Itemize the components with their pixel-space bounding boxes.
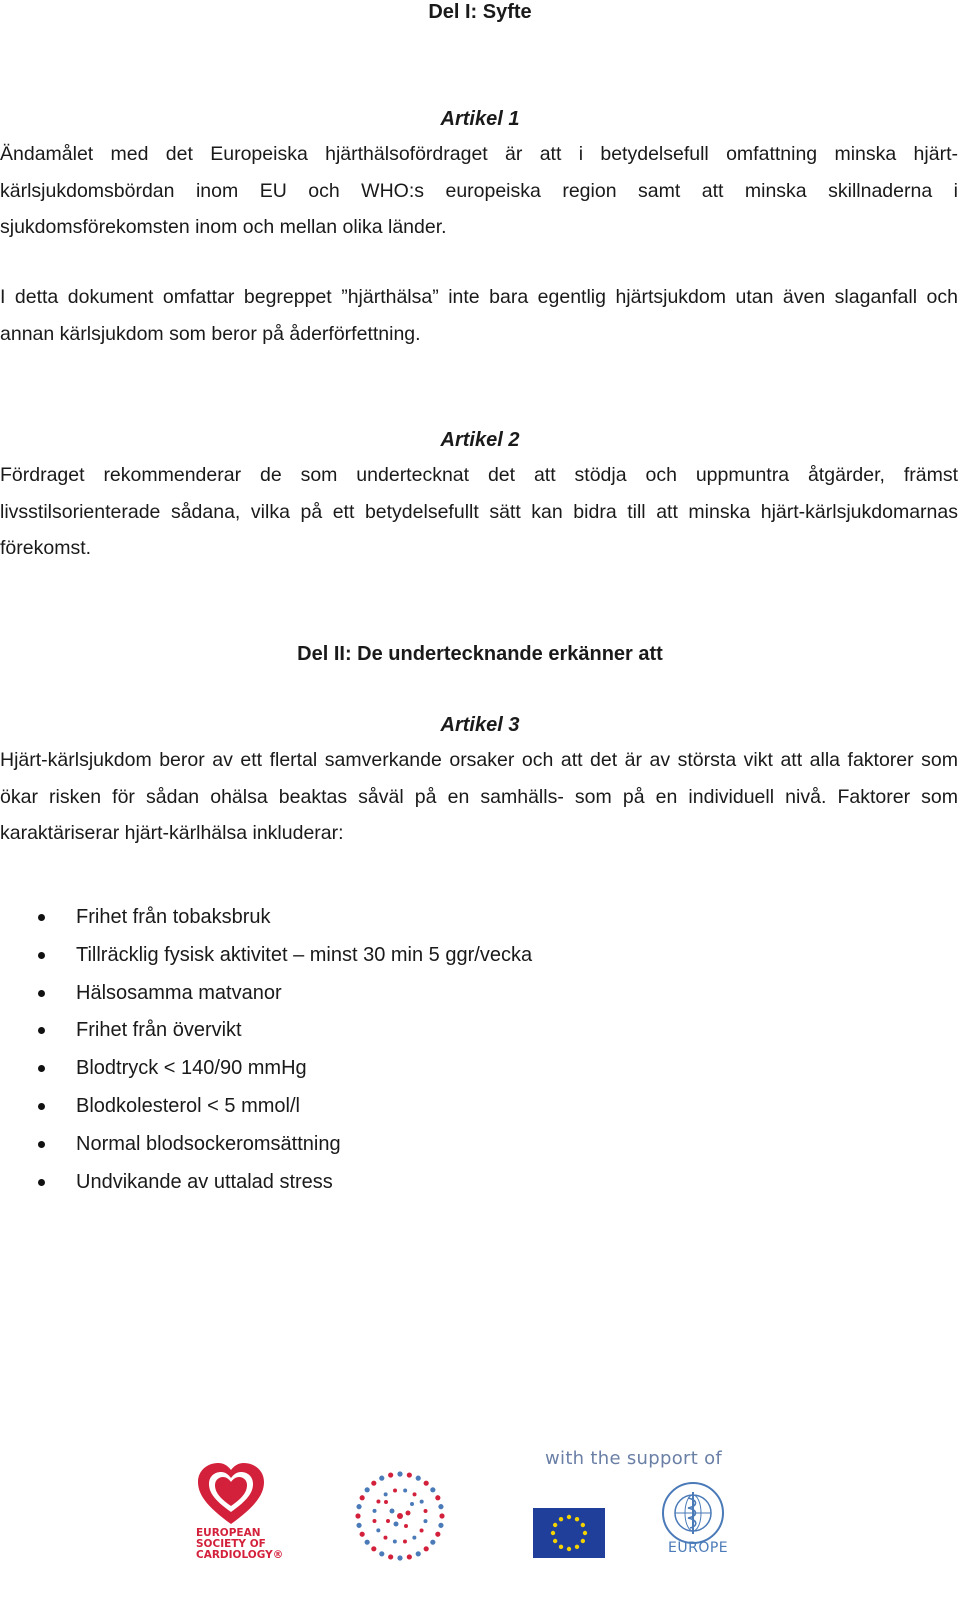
esc-logo — [196, 1462, 266, 1528]
ehn-dot-icon — [430, 1487, 435, 1492]
bullet-icon — [38, 1179, 45, 1186]
ehn-dot-icon — [379, 1551, 384, 1556]
bullet-icon — [38, 914, 45, 921]
ehn-dot-icon — [420, 1500, 424, 1504]
ehn-dot-icon — [379, 1476, 384, 1481]
ehn-dot-icon — [438, 1504, 443, 1509]
eu-star-icon — [581, 1539, 585, 1543]
who-logo-text: EUROPE — [668, 1540, 729, 1556]
ehn-dot-icon — [355, 1513, 360, 1518]
ehn-dot-icon — [384, 1492, 388, 1496]
ehn-dot-icon — [388, 1472, 393, 1477]
eu-star-icon — [581, 1523, 585, 1527]
ehn-dot-icon — [376, 1528, 380, 1532]
esc-logo-text: EUROPEAN SOCIETY OF CARDIOLOGY® — [196, 1527, 284, 1561]
ehn-dot-icon — [416, 1476, 421, 1481]
ehn-dot-icon — [407, 1472, 412, 1477]
list-item — [0, 1170, 532, 1208]
list-item-text: Hälsosamma matvanor — [76, 981, 282, 1004]
ehn-logo — [350, 1466, 450, 1566]
ehn-dot-icon — [424, 1509, 428, 1513]
eu-star-icon — [553, 1523, 557, 1527]
list-item-text: Undvikande av uttalad stress — [76, 1170, 333, 1193]
list-item-text: Frihet från övervikt — [76, 1019, 242, 1042]
list-item-text: Blodkolesterol < 5 mmol/l — [76, 1094, 300, 1117]
part1-title: Del I: Syfte — [428, 1, 532, 23]
article3-paragraph1: Hjärt-kärlsjukdom beror av ett flertal samverkande orsaker och att det är av största vikt att alla faktorer som ökar risken för sådan ohälsa beaktas såväl på en samhälls- som på en individuell nivå. Faktorer som karaktäriserar hjärt-kärlhälsa inkluderar: — [0, 749, 958, 844]
list-item-text: Frihet från tobaksbruk — [76, 906, 271, 928]
list-item-text: Tillräcklig fysisk aktivitet – minst 30 min 5 ggr/vecka — [76, 943, 533, 966]
ehn-dot-icon — [430, 1540, 435, 1545]
article1-paragraph2: I detta dokument omfattar begreppet ”hjärthälsa” inte bara egentlig hjärtsjukdom utan även slaganfall och annan kärlsjukdom som beror på åderförfettning. — [0, 286, 958, 345]
bullet-icon — [38, 1027, 45, 1034]
ehn-dot-icon — [407, 1554, 412, 1559]
eu-star-icon — [567, 1515, 571, 1519]
ehn-dot-icon — [424, 1546, 429, 1551]
article2-title: Artikel 2 — [440, 429, 520, 451]
article1-title: Artikel 1 — [440, 108, 520, 130]
ehn-dot-icon — [383, 1536, 387, 1540]
eu-star-icon — [567, 1547, 571, 1551]
list-item-text: Blodtryck < 140/90 mmHg — [76, 1057, 307, 1080]
ehn-dot-icon — [413, 1492, 417, 1496]
footer-logos — [0, 1440, 960, 1601]
ehn-dot-icon — [416, 1551, 421, 1556]
eu-star-icon — [559, 1545, 563, 1549]
list-item — [0, 981, 532, 1019]
bullet-icon — [38, 990, 45, 997]
part2-title: Del II: De undertecknande erkänner att — [297, 643, 663, 665]
eu-flag-logo — [533, 1508, 605, 1558]
ehn-dot-icon — [397, 1471, 402, 1476]
ehn-dot-icon — [423, 1519, 427, 1523]
ehn-dot-icon — [371, 1546, 376, 1551]
ehn-dot-icon — [393, 1488, 397, 1492]
eu-star-icon — [551, 1531, 555, 1535]
article2-paragraph1: Fördraget rekommenderar de som undertecknat det att stödja och uppmuntra åtgärder, främst livsstilsorienterade sådana, vilka på ett betydelsefullt sätt kan bidra till att minska hjärt-kärlsjukdomarnas förekomst. — [0, 464, 958, 559]
bullet-icon — [38, 1141, 45, 1148]
ehn-dot-icon — [373, 1509, 377, 1513]
ehn-dot-icon — [365, 1540, 370, 1545]
ehn-dot-icon — [371, 1481, 376, 1486]
ehn-dot-icon — [438, 1523, 443, 1528]
eu-star-icon — [553, 1539, 557, 1543]
list-item — [0, 943, 532, 981]
bullet-icon — [38, 1065, 45, 1072]
list-item — [0, 905, 532, 943]
ehn-dot-icon — [397, 1555, 402, 1560]
list-item-text: Normal blodsockeromsättning — [76, 1132, 341, 1155]
ehn-dot-icon — [403, 1540, 407, 1544]
article1-paragraph1: Ändamålet med det Europeiska hjärthälsofördraget är att i betydelsefull omfattning minska hjärt-kärlsjukdomsbördan inom EU och WHO:s europeiska region samt att minska skillnaderna i sjukdomsförekomsten inom och mellan olika länder. — [0, 143, 958, 238]
ehn-dot-icon — [393, 1539, 397, 1543]
bullet-icon — [38, 1103, 45, 1110]
list-item — [0, 1132, 532, 1170]
bullet-icon — [38, 952, 45, 959]
list-item — [0, 1056, 532, 1094]
ehn-dot-icon — [439, 1513, 444, 1518]
who-emblem-logo — [660, 1480, 726, 1546]
eu-star-icon — [575, 1545, 579, 1549]
ehn-dot-icon — [360, 1532, 365, 1537]
ehn-dot-icon — [412, 1536, 416, 1540]
risk-factor-list — [0, 905, 532, 1207]
ehn-dot-icon — [360, 1495, 365, 1500]
list-item — [0, 1018, 532, 1056]
ehn-dot-icon — [435, 1495, 440, 1500]
ehn-dot-icon — [376, 1499, 380, 1503]
support-text: with the support of — [545, 1448, 723, 1469]
ehn-dot-icon — [372, 1519, 376, 1523]
ehn-dot-icon — [356, 1504, 361, 1509]
ehn-dot-icon — [365, 1487, 370, 1492]
eu-star-icon — [583, 1531, 587, 1535]
ehn-dot-icon — [356, 1523, 361, 1528]
ehn-dot-icon — [388, 1554, 393, 1559]
ehn-dot-icon — [435, 1532, 440, 1537]
ehn-dot-icon — [403, 1489, 407, 1493]
ehn-dot-icon — [424, 1481, 429, 1486]
eu-star-icon — [575, 1517, 579, 1521]
list-item — [0, 1094, 532, 1132]
ehn-dot-icon — [420, 1529, 424, 1533]
eu-star-icon — [559, 1517, 563, 1521]
article3-title: Artikel 3 — [440, 714, 520, 736]
